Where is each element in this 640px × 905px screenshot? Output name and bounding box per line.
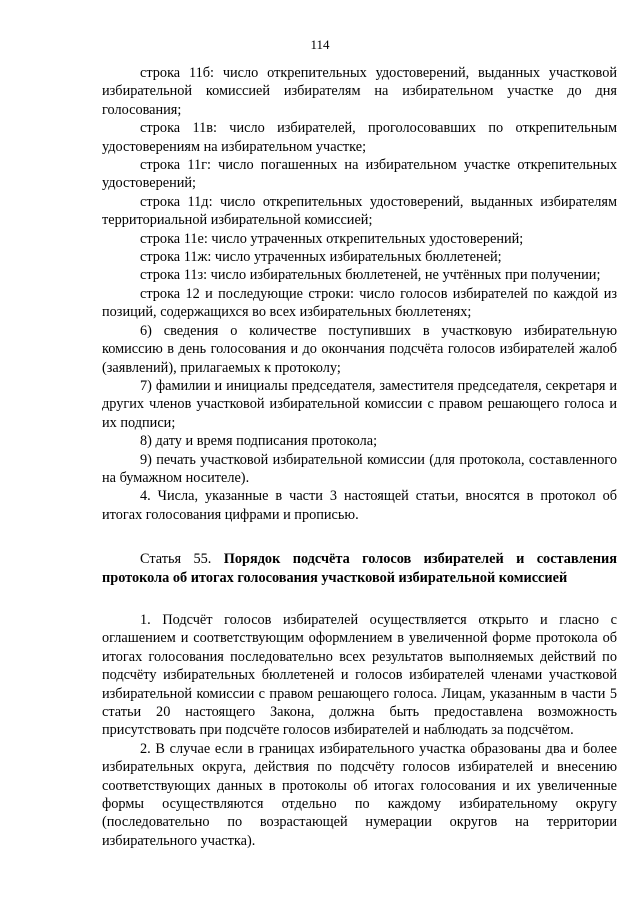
paragraph-line-11b: строка 11б: число открепительных удостоверений, выданных участковой избирательной комиссией избирателям на избирательном участке до дня голосования; bbox=[102, 65, 617, 118]
paragraph-item-7: 7) фамилии и инициалы председателя, заместителя председателя, секретаря и других членов участковой избирательной комиссии с правом решающего голоса и их подписи; bbox=[102, 377, 617, 431]
paragraph-part-4: 4. Числа, указанные в части 3 настоящей статьи, вносятся в протокол об итогах голосования цифрами и прописью. bbox=[102, 488, 617, 523]
paragraph-item-9: 9) печать участковой избирательной комиссии (для протокола, составленного на бумажном носителе). bbox=[102, 451, 617, 486]
paragraph-line-11v: строка 11в: число избирателей, проголосовавших по открепительным удостоверениям на избирательном участке; bbox=[102, 120, 617, 155]
paragraph-line-11z: строка 11з: число избирательных бюллетеней, не учтённых при получении; bbox=[140, 267, 601, 284]
paragraph-line-11g: строка 11г: число погашенных на избирательном участке открепительных удостоверений; bbox=[102, 157, 617, 192]
paragraph-part-1: 1. Подсчёт голосов избирателей осуществляется открыто и гласно с оглашением и соответствующим оформлением в увеличенной форме протокола об итогах голосования последовательно всех результатов выполняемых действий по подсчёту избирательных бюллетеней и голосов избирателей членами участковой избирательной комиссии с правом решающего голоса. Лицам, указанным в части 5 статьи 20 настоящего Закона, должна быть предоставлена возможность присутствовать при подсчёте голосов избирателей и наблюдать за подсчётом. bbox=[102, 611, 617, 739]
paragraph-line-11e: строка 11е: число утраченных открепительных удостоверений; bbox=[140, 230, 524, 247]
document-body bbox=[102, 64, 617, 850]
paragraph-item-6: 6) сведения о количестве поступивших в участковую избирательную комиссию в день голосования и до окончания подсчёта голосов избирателей жалоб (заявлений), прилагаемых к протоколу; bbox=[102, 322, 617, 376]
paragraph-line-11d: строка 11д: число открепительных удостоверений, выданных избирателям территориальной избирательной комиссией; bbox=[102, 193, 617, 229]
article-label: Статья 55. bbox=[140, 551, 212, 568]
paragraph-line-12: строка 12 и последующие строки: число голосов избирателей по каждой из позиций, содержащихся во всех избирательных бюллетенях; bbox=[102, 285, 617, 321]
paragraph-item-8: 8) дату и время подписания протокола; bbox=[140, 433, 378, 450]
paragraph-line-11zh: строка 11ж: число утраченных избирательных бюллетеней; bbox=[140, 249, 502, 266]
article-title: Порядок подсчёта голосов избирателей и составления протокола об итогах голосования участковой избирательной комиссией bbox=[102, 551, 617, 586]
article-heading bbox=[102, 550, 617, 587]
page-number: 114 bbox=[310, 37, 330, 52]
paragraph-part-2: 2. В случае если в границах избирательного участка образованы два и более избирательных округа, действия по подсчёту голосов избирателей и внесению соответствующих данных в протоколы об итогах голосования и их увеличенные формы осуществляются отдельно по каждому избирательному округу (последовательно по возрастающей нумерации округов на территории избирательного участка). bbox=[102, 740, 617, 849]
